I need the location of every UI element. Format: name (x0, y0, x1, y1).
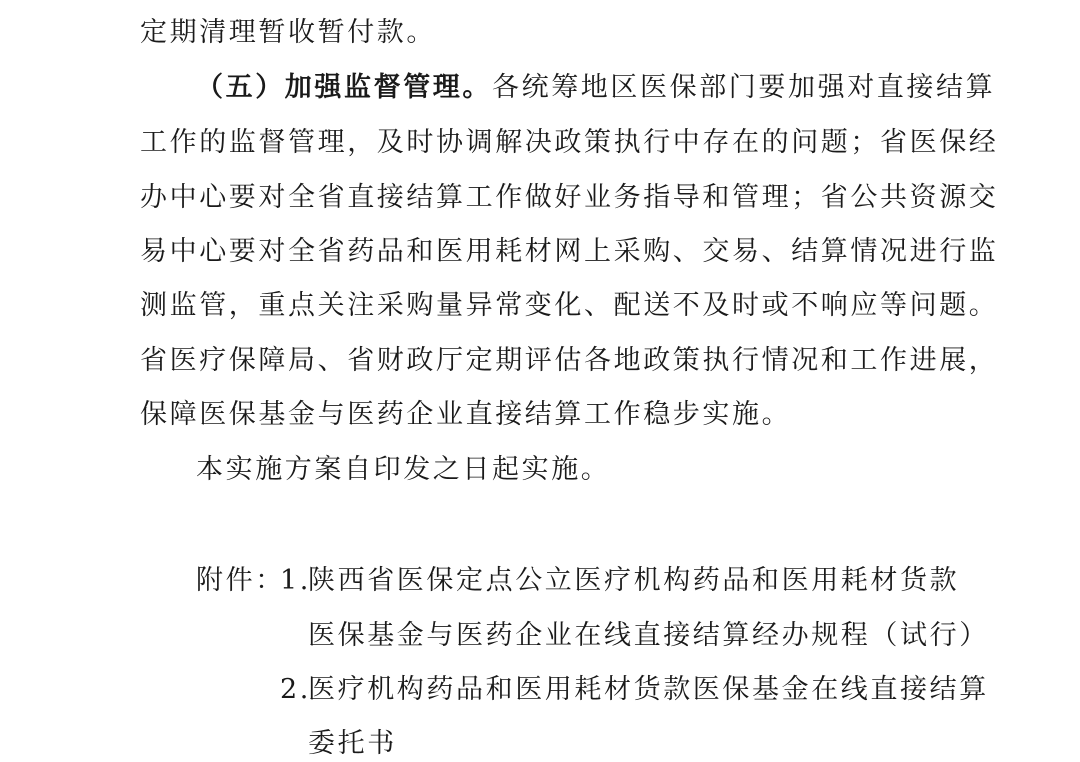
attachment-1-line1: 陕西省医保定点公立医疗机构药品和医用耗材货款 (308, 565, 960, 596)
paragraph-line: 易中心要对全省药品和医用耗材网上采购、交易、结算情况进行监 (140, 236, 999, 267)
attachment-2-line2: 委托书 (308, 728, 397, 759)
section-5-first-line (196, 70, 995, 106)
paragraph-line: 定期清理暂收暂付款。 (140, 17, 436, 48)
attachment-2-number: 2. (280, 674, 311, 705)
attachment-1-line2: 医保基金与医药企业在线直接结算经办规程（试行） (308, 620, 989, 651)
effective-statement: 本实施方案自印发之日起实施。 (196, 454, 611, 485)
paragraph-line: 保障医保基金与医药企业直接结算工作稳步实施。 (140, 399, 792, 430)
paragraph-line: 办中心要对全省直接结算工作做好业务指导和管理；省公共资源交 (140, 182, 999, 213)
section-5-heading: （五）加强监督管理。 (196, 72, 492, 103)
attachment-1-number: 1. (280, 565, 311, 596)
attachments-label: 附件： (196, 565, 285, 596)
section-5-text: 各统筹地区医保部门要加强对直接结算 (492, 72, 996, 103)
paragraph-line: 省医疗保障局、省财政厅定期评估各地政策执行情况和工作进展， (140, 345, 999, 376)
paragraph-line: 测监管，重点关注采购量异常变化、配送不及时或不响应等问题。 (140, 290, 999, 321)
attachment-2-line1: 医疗机构药品和医用耗材货款医保基金在线直接结算 (308, 674, 989, 705)
paragraph-line: 工作的监督管理，及时协调解决政策执行中存在的问题；省医保经 (140, 127, 999, 158)
